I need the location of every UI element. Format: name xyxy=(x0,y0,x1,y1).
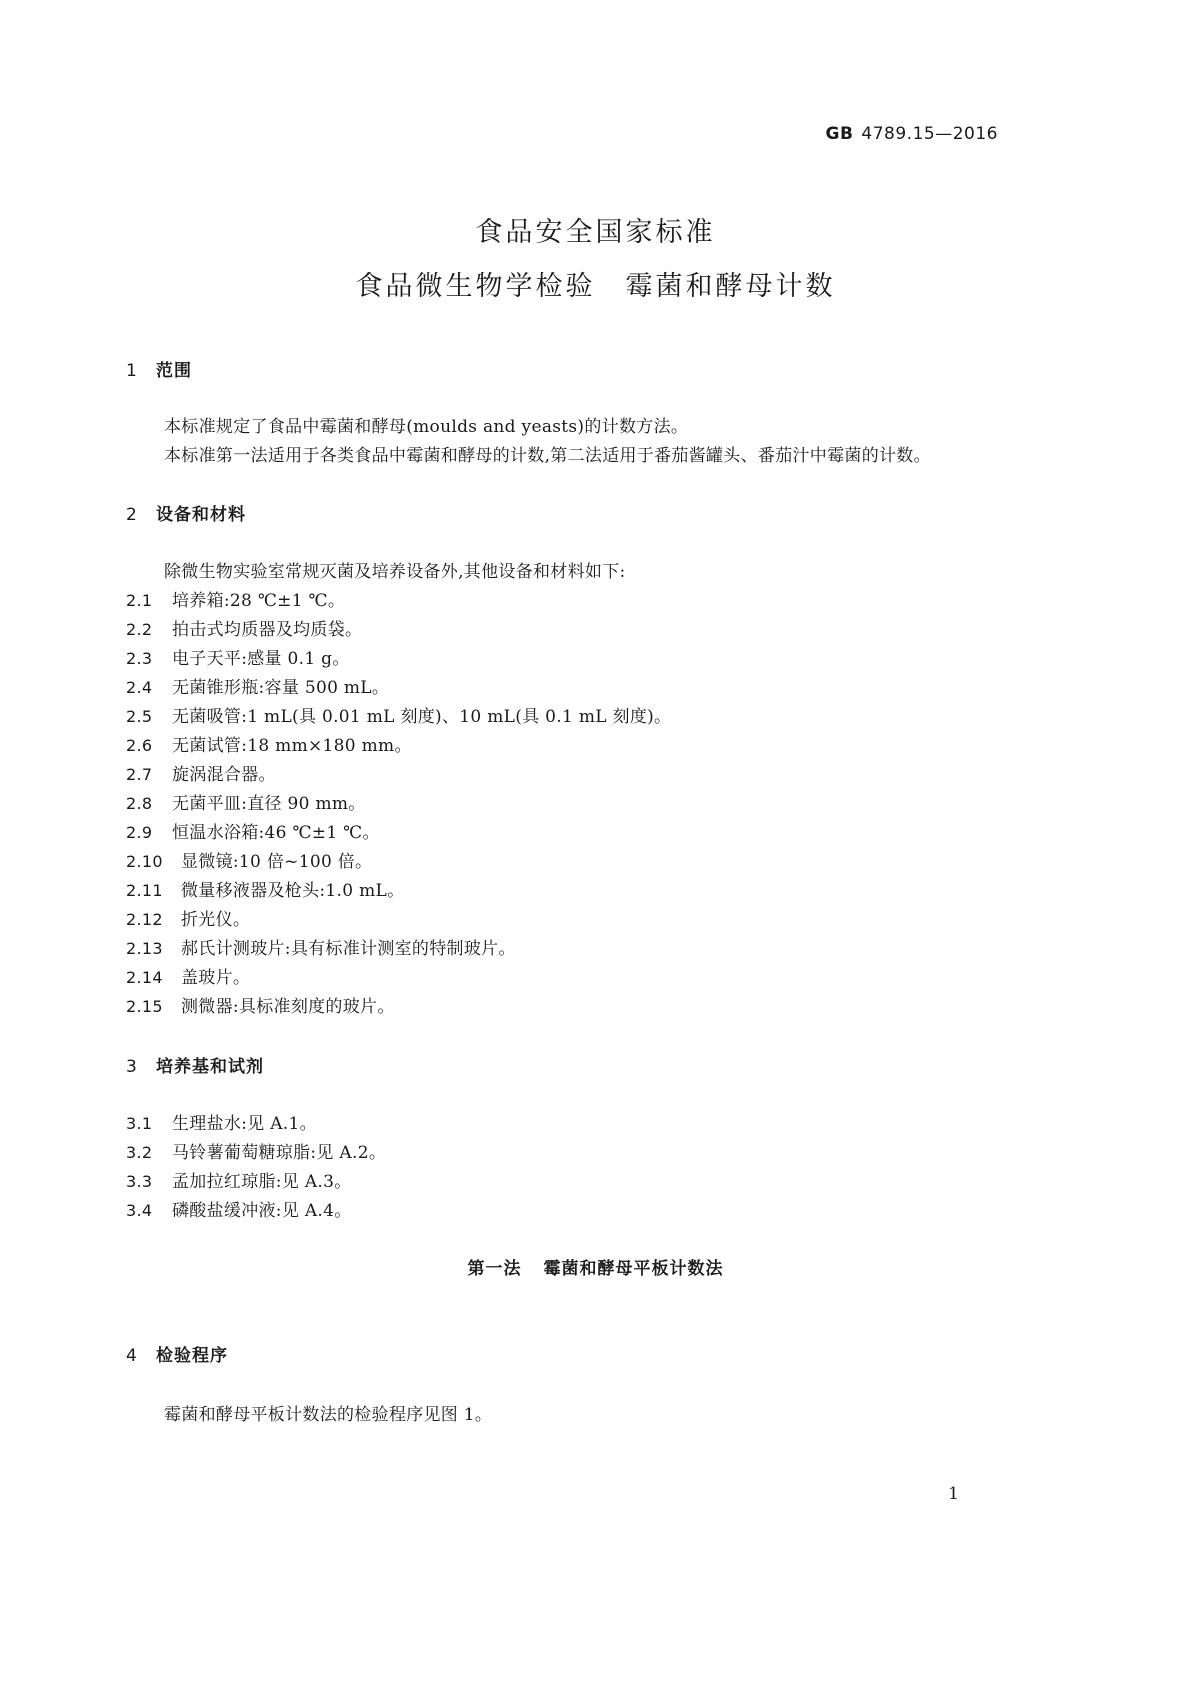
section-1-paragraph-1: 本标准规定了食品中霉菌和酵母(moulds and yeasts)的计数方法。 xyxy=(164,417,689,437)
list-item xyxy=(126,876,404,901)
item-number: 2.8 xyxy=(126,794,153,813)
item-text: 拍击式均质器及均质袋。 xyxy=(172,620,363,640)
item-number: 2.1 xyxy=(126,591,153,610)
item-text: 无菌试管:18 mm×180 mm。 xyxy=(172,736,412,756)
item-number: 2.9 xyxy=(126,823,153,842)
section-number: 3 xyxy=(126,1057,138,1077)
item-number: 3.4 xyxy=(126,1201,153,1220)
section-number: 4 xyxy=(126,1346,138,1366)
list-item xyxy=(126,963,250,988)
item-number: 3.1 xyxy=(126,1114,153,1133)
item-text: 马铃薯葡萄糖琼脂:见 A.2。 xyxy=(172,1143,387,1163)
section-2-intro: 除微生物实验室常规灭菌及培养设备外,其他设备和材料如下: xyxy=(164,562,626,582)
section-title: 设备和材料 xyxy=(156,505,246,525)
section-number: 2 xyxy=(126,505,138,525)
list-item xyxy=(126,673,389,698)
item-number: 3.3 xyxy=(126,1172,153,1191)
section-3-heading xyxy=(126,1052,264,1077)
section-1-paragraph-2: 本标准第一法适用于各类食品中霉菌和酵母的计数,第二法适用于番茄酱罐头、番茄汁中霉菌的计数。 xyxy=(164,446,931,466)
list-item xyxy=(126,847,372,872)
document-title-line1: 食品安全国家标准 xyxy=(475,217,716,248)
item-number: 2.6 xyxy=(126,736,153,755)
item-text: 旋涡混合器。 xyxy=(172,765,276,785)
list-item xyxy=(126,702,671,727)
item-number: 2.14 xyxy=(126,968,163,987)
section-2-heading xyxy=(126,500,246,525)
list-item xyxy=(126,789,366,814)
item-text: 生理盐水:见 A.1。 xyxy=(172,1114,317,1134)
section-title: 范围 xyxy=(156,361,192,381)
list-item xyxy=(126,615,362,640)
item-text: 无菌平皿:直径 90 mm。 xyxy=(172,794,366,814)
item-text: 微量移液器及枪头:1.0 mL。 xyxy=(181,881,405,901)
section-title: 培养基和试剂 xyxy=(156,1057,264,1077)
item-text: 显微镜:10 倍~100 倍。 xyxy=(181,852,373,872)
method-title: 霉菌和酵母平板计数法 xyxy=(543,1259,724,1279)
item-text: 磷酸盐缓冲液:见 A.4。 xyxy=(172,1201,352,1221)
item-number: 3.2 xyxy=(126,1143,153,1162)
item-text: 折光仪。 xyxy=(181,910,251,930)
item-text: 无菌吸管:1 mL(具 0.01 mL 刻度)、10 mL(具 0.1 mL 刻度)。 xyxy=(172,707,672,727)
item-number: 2.7 xyxy=(126,765,153,784)
list-item xyxy=(126,760,276,785)
standard-prefix: GB xyxy=(825,124,854,144)
item-number: 2.10 xyxy=(126,852,163,871)
list-item xyxy=(126,818,380,843)
item-text: 郝氏计测玻片:具有标准计测室的特制玻片。 xyxy=(181,939,516,959)
method-1-heading xyxy=(0,1254,1191,1279)
document-title-line2 xyxy=(0,264,1191,303)
section-4-paragraph: 霉菌和酵母平板计数法的检验程序见图 1。 xyxy=(164,1405,493,1425)
item-text: 培养箱:28 ℃±1 ℃。 xyxy=(172,591,346,611)
item-number: 2.2 xyxy=(126,620,153,639)
item-number: 2.12 xyxy=(126,910,163,929)
standard-code xyxy=(826,124,999,144)
item-text: 电子天平:感量 0.1 g。 xyxy=(172,649,350,669)
list-item xyxy=(126,1167,352,1192)
item-text: 孟加拉红琼脂:见 A.3。 xyxy=(172,1172,352,1192)
list-item xyxy=(126,731,412,756)
section-title: 检验程序 xyxy=(156,1346,228,1366)
title-part-b: 霉菌和酵母计数 xyxy=(625,271,836,302)
item-text: 测微器:具标准刻度的玻片。 xyxy=(181,997,395,1017)
item-text: 恒温水浴箱:46 ℃±1 ℃。 xyxy=(172,823,380,843)
item-number: 2.5 xyxy=(126,707,153,726)
item-text: 无菌锥形瓶:容量 500 mL。 xyxy=(172,678,390,698)
item-number: 2.13 xyxy=(126,939,163,958)
item-number: 2.4 xyxy=(126,678,153,697)
item-number: 2.3 xyxy=(126,649,153,668)
title-part-a: 食品微生物学检验 xyxy=(355,271,596,302)
list-item xyxy=(126,1138,386,1163)
list-item xyxy=(126,992,395,1017)
list-item xyxy=(126,1109,317,1134)
method-label: 第一法 xyxy=(467,1259,522,1279)
list-item xyxy=(126,934,516,959)
standard-number: 4789.15—2016 xyxy=(861,124,998,144)
section-number: 1 xyxy=(126,361,138,381)
list-item xyxy=(126,1196,352,1221)
item-number: 2.11 xyxy=(126,881,163,900)
list-item xyxy=(126,586,345,611)
list-item xyxy=(126,905,250,930)
page-number: 1 xyxy=(948,1484,959,1504)
list-item xyxy=(126,644,350,669)
item-text: 盖玻片。 xyxy=(181,968,251,988)
section-1-heading xyxy=(126,356,192,381)
item-number: 2.15 xyxy=(126,997,163,1016)
section-4-heading xyxy=(126,1341,228,1366)
